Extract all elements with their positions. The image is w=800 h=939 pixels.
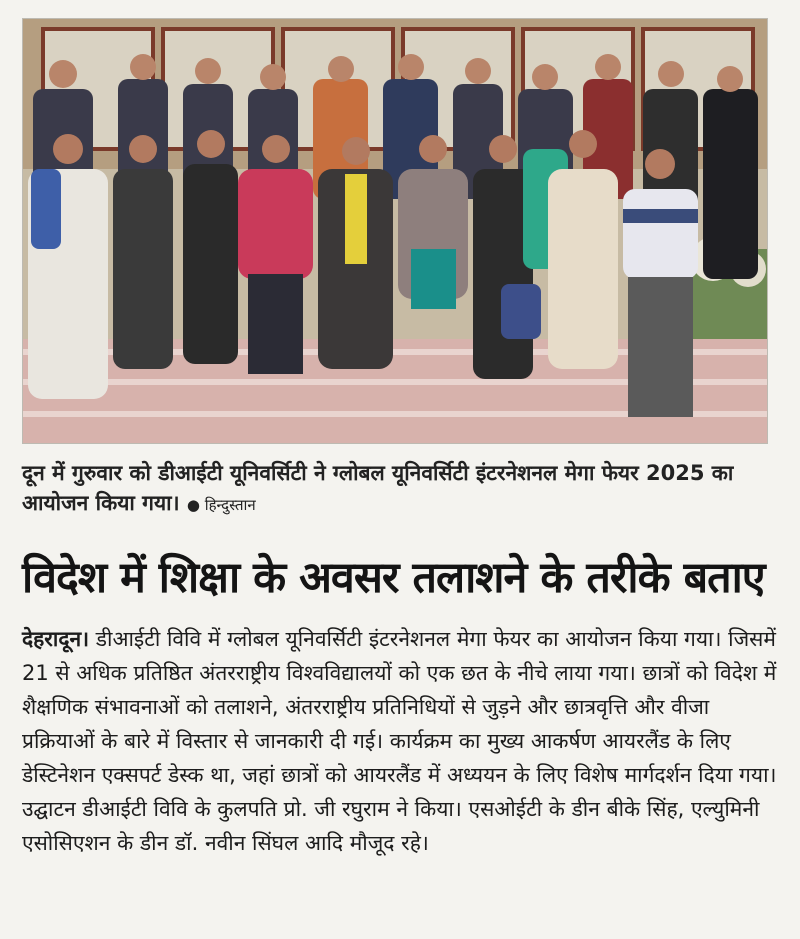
caption-text: दून में गुरुवार को डीआईटी यूनिवर्सिटी ने ग्लोबल यूनिवर्सिटी इंटरनेशनल मेगा फेयर 2025 का आयोजन किया गया। bbox=[22, 461, 734, 515]
article-body bbox=[22, 622, 780, 860]
news-photo bbox=[22, 18, 768, 444]
article-headline: विदेश में शिक्षा के अवसर तलाशने के तरीके बताए bbox=[22, 553, 765, 603]
caption-credit: ● हिन्दुस्तान bbox=[186, 496, 256, 514]
group-photo-illustration bbox=[23, 19, 768, 444]
article-dateline: देहरादून। bbox=[22, 627, 90, 651]
photo-caption bbox=[22, 458, 782, 520]
article-body-text: डीआईटी विवि में ग्लोबल यूनिवर्सिटी इंटरनेशनल मेगा फेयर का आयोजन किया गया। जिसमें 21 से अधिक प्रतिष्ठित अंतरराष्ट्रीय विश्वविद्यालयों को एक छत के नीचे लाया गया। छात्रों को विदेश में शैक्षणिक संभावनाओं को तलाशने, अंतरराष्ट्रीय प्रतिनिधियों से जुड़ने और छात्रवृत्ति और वीजा प्रक्रियाओं के बारे में विस्तार से जानकारी दी गई। कार्यक्रम का मुख्य आकर्षण आयरलैंड के लिए डेस्टिनेशन एक्सपर्ट डेस्क था, जहां छात्रों को आयरलैंड में अध्ययन के लिए विशेष मार्गदर्शन दिया गया। उद्घाटन डीआईटी विवि के कुलपति प्रो. जी रघुराम ने किया। एसओईटी के डीन बीके सिंह, एल्युमिनी एसोसिएशन के डीन डॉ. नवीन सिंघल आदि मौजूद रहे। bbox=[22, 627, 777, 855]
